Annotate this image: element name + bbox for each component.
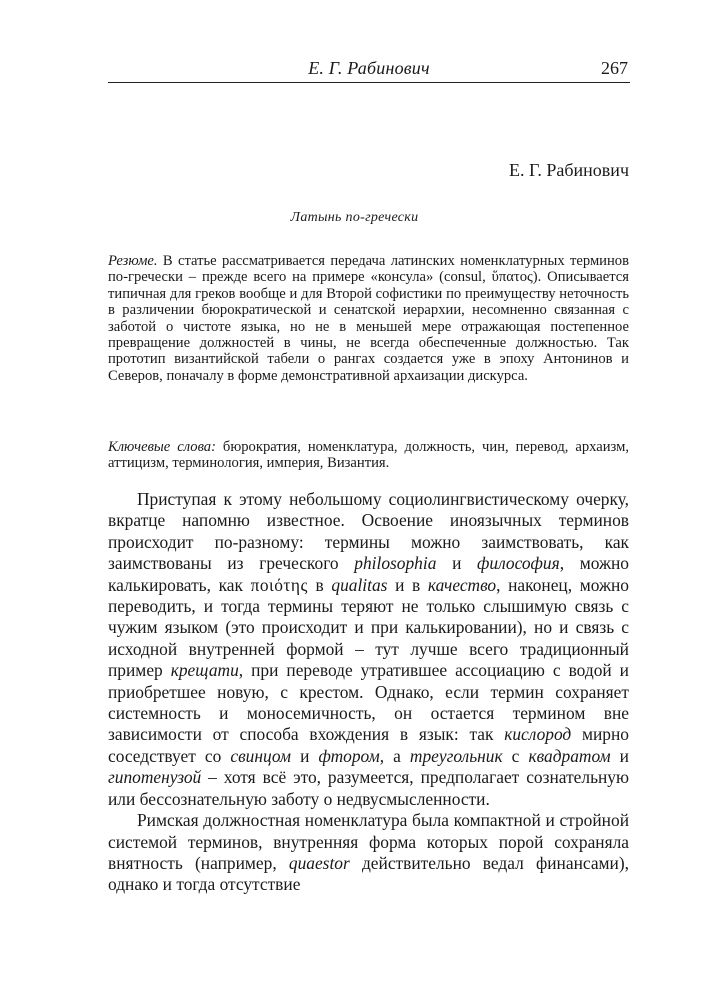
body-text [108, 489, 629, 896]
p1-text-13: – хотя всё это, разумеется, предполагает сознательную или бессознательную заботу о недвусмысленности. [108, 767, 629, 809]
page-number: 267 [601, 58, 628, 78]
abstract-text: В статье рассматривается передача латинских номенклатурных терминов по-гречески – прежде всего на примере «консула» (consul, ὕπατος). Описывается типичная для греков вообще и для Второй софистики по преимуществу неточность в различении бюрократической и сенатской иерархии, несомненно связанная с заботой о чистоте языка, но не в меньшей мере отражающая постепенное превращение должностей в чины, не всегда обеспеченные должностью. Так прототип византийской табели о рангах создается уже в эпоху Антонинов и Северов, поначалу в форме демонстративной архаизации дискурса. [108, 253, 629, 384]
keywords [108, 439, 629, 472]
article-title-text: Латынь по-гречески [290, 210, 419, 225]
p1-text-1: Приступая к этому небольшому социолингвистическому очерку, вкратце напомню известное. Освоение иноязычных терминов происходит по-разному: термины можно заимствовать, как заимствованы из греческого [108, 489, 629, 574]
p1-greek-poiotes: ποιότης [250, 574, 308, 595]
article-title [0, 210, 709, 226]
p1-text-9: и [291, 745, 319, 766]
p1-italic-ftor: фтором [318, 745, 380, 766]
p1-text-7: , при переводе утратившее ассоциацию с водой и приобретшее новую, с крестом. Однако, если термин сохраняет системность и моносемичность, он остается термином вне зависимости от способа вхождения в язык: так [108, 660, 629, 745]
p1-text-10: , а [379, 745, 410, 766]
p1-italic-treugolnik: треугольник [409, 745, 503, 766]
p2-text-1: Римская должностная номенклатура была компактной и стройной системой терминов, внутренняя форма которых порой сохраняла внятность (например, [108, 810, 629, 873]
p2-italic-quaestor: quaestor [288, 852, 350, 873]
running-header-author: Е. Г. Рабинович [308, 58, 430, 78]
paragraph-2 [108, 810, 629, 896]
p1-italic-kvadrat: квадратом [528, 745, 611, 766]
p1-text-11: с [502, 745, 529, 766]
p1-italic-kachestvo: качество [427, 574, 497, 595]
abstract-label: Резюме. [108, 253, 158, 269]
p1-text-6: , наконец, можно переводить, и тогда термины теряют не только слышимую связь с чужим языком (это происходит и при калькировании), но и связь с исходной внутренней формой – тут лучше всего традиционный пример [108, 574, 629, 681]
p1-text-8: мирно соседствует со [108, 724, 629, 766]
paragraph-1 [108, 489, 629, 810]
keywords-label: Ключевые слова: [108, 439, 216, 455]
abstract [108, 253, 629, 384]
p1-italic-filosofiya: философия [477, 553, 560, 574]
p1-italic-philosophia: philosophia [354, 553, 437, 574]
p1-italic-qualitas: qualitas [331, 574, 388, 595]
p1-italic-gipotenuza: гипотенузой [108, 767, 202, 788]
p1-text-5: и в [387, 574, 428, 595]
p1-italic-kreshchati: крещати [170, 660, 239, 681]
keywords-text: бюрократия, номенклатура, должность, чин, перевод, архаизм, аттицизм, терминология, империя, Византия. [108, 439, 629, 472]
p1-text-3: , можно калькировать, как [108, 553, 629, 595]
p1-italic-svinets: свинцом [230, 745, 292, 766]
p1-text-12: и [610, 745, 629, 766]
p2-text-2: действительно ведал финансами), однако и тогда отсутствие [108, 852, 629, 895]
running-header [108, 56, 630, 83]
article-author: Е. Г. Рабинович [509, 160, 629, 180]
p1-text-2: и [436, 553, 478, 574]
p1-italic-kislorod: кислород [504, 724, 572, 745]
p1-text-4: в [307, 574, 332, 595]
